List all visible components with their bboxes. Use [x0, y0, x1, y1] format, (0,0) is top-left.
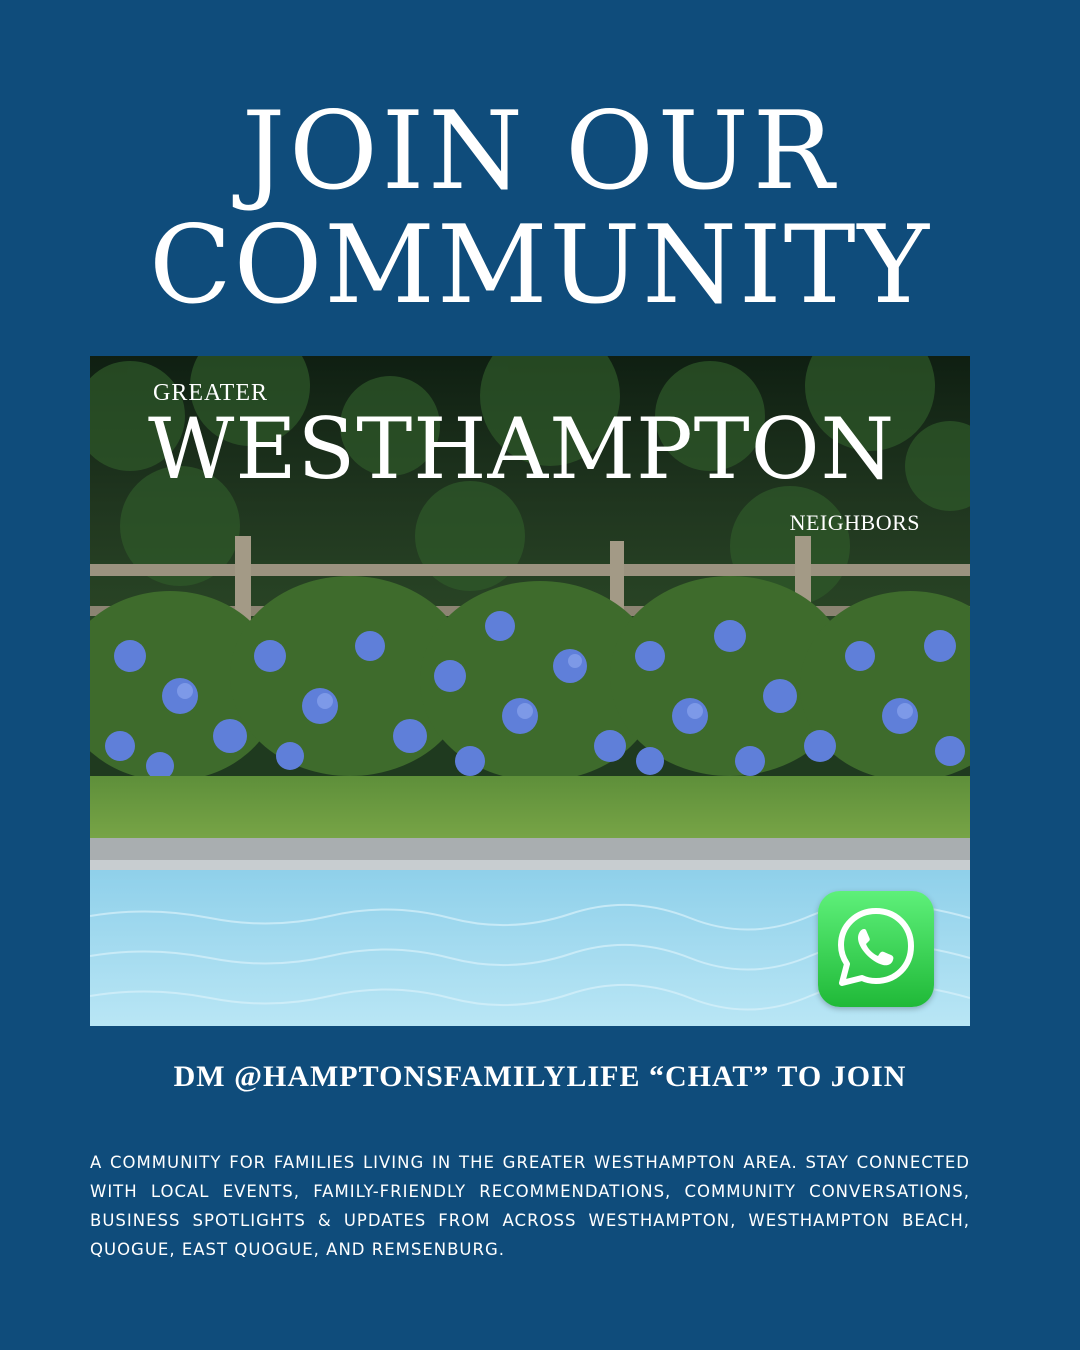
whatsapp-icon[interactable] — [818, 891, 934, 1007]
whatsapp-glyph — [836, 907, 916, 989]
headline-line-2: COMMUNITY — [149, 203, 931, 328]
community-description: A COMMUNITY FOR FAMILIES LIVING IN THE GREATER WESTHAMPTON AREA. STAY CONNECTED WITH LOCAL EVENTS, FAMILY-FRIENDLY RECOMMENDATIONS, COMMUNITY CONVERSATIONS, BUSINESS SPOTLIGHTS & UPDATES FROM ACROSS WESTHAMPTON, WESTHAMPTON BEACH, QUOGUE, EAST QUOGUE, AND REMSENBURG. — [90, 1153, 970, 1259]
overlay-westhampton: WESTHAMPTON — [148, 400, 896, 498]
hero-photo — [90, 356, 970, 1026]
cta-text: DM @HAMPTONSFAMILYLIFE “CHAT” TO JOIN — [173, 1060, 907, 1093]
overlay-greater: GREATER — [153, 380, 268, 406]
headline-line-1: JOIN OUR — [241, 89, 839, 214]
overlay-neighbors: NEIGHBORS — [789, 510, 920, 535]
